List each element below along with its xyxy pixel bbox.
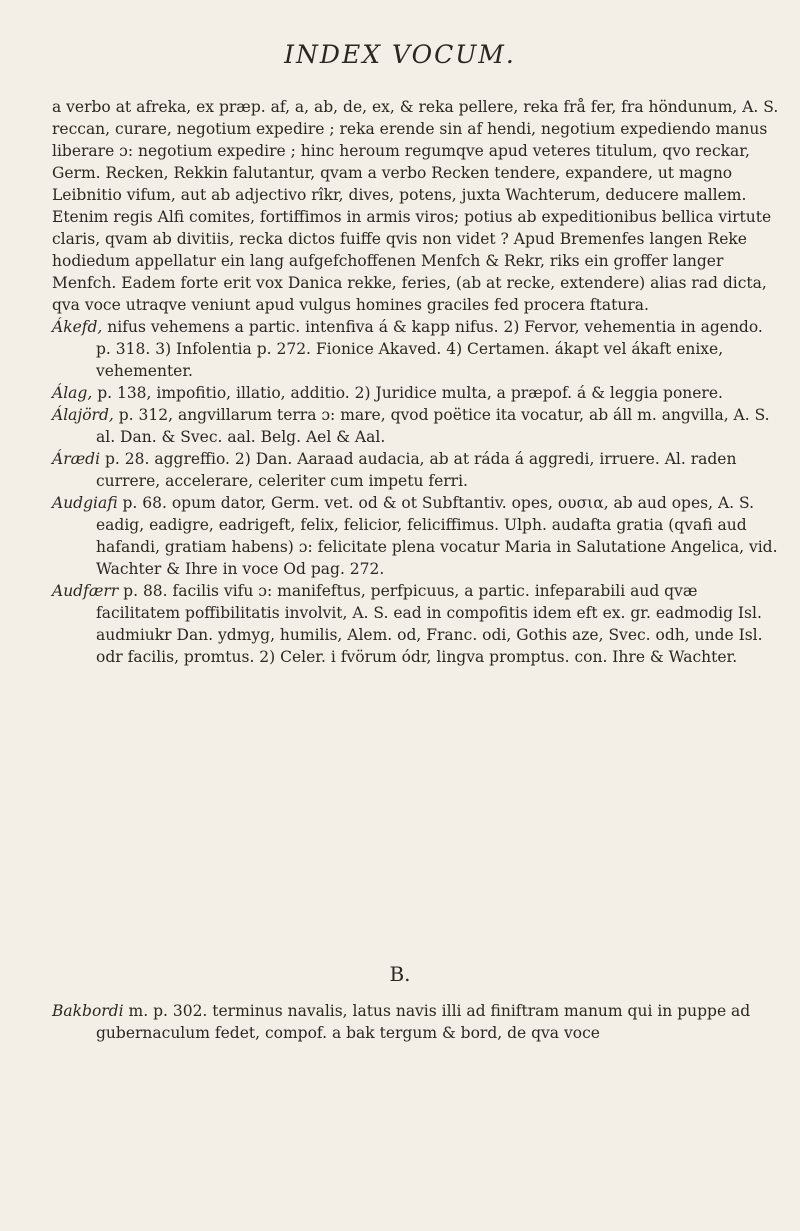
entry-audgiafi xyxy=(52,492,780,580)
entry-text: p. 28. aggreffio. 2) Dan. Aaraad audacia, ab at ráda á aggredi, irruere. Al. raden currere, accelerare, celeriter cum impetu ferri. xyxy=(96,450,737,490)
entry-text: m. p. 302. terminus navalis, latus navis illi ad finiftram manum qui in puppe ad gubernaculum fedet, compof. a bak tergum & bord, de qva voce xyxy=(96,1002,751,1042)
entry-text: p. 68. opum dator, Germ. vet. od & ot Subftantiv. opes, ουσια, ab aud opes, A. S. eadig, eadigre, eadrigeft, felix, felicior, feliciffimus. Ulph. audafta gratia (qvafi aud hafandi, gratiam habens) ɔ: felicitate plena vocatur Maria in Salutatione Angelica, vid. Wachter & Ihre in voce Od pag. 272. xyxy=(96,494,778,578)
headword: Ákefd, xyxy=(52,318,103,336)
headword: Bakbordi xyxy=(52,1002,124,1020)
index-body xyxy=(52,96,780,668)
entry-text: p. 88. facilis vifu ɔ: manifeftus, perfpicuus, a partic. infeparabili aud qvæ facilitatem poffibilitatis involvit, A. S. ead in compofitis idem eft ex. gr. eadmodig Isl. audmiukr Dan. ydmyg, humilis, Alem. od, Franc. odi, Gothis aze, Svec. odh, unde Isl. odr facilis, promtus. 2) Celer. i fvörum ódr, lingva promptus. con. Ihre & Wachter. xyxy=(96,582,763,666)
entry-text: p. 138, impofitio, illatio, additio. 2) Juridice multa, a præpof. á & leggia ponere. xyxy=(97,384,723,402)
entry-bakbordi xyxy=(52,1000,780,1044)
entry-text: nifus vehemens a partic. intenfiva á & kapp nifus. 2) Fervor, vehementia in agendo. p. 318. 3) Infolentia p. 272. Fionice Akaved. 4) Certamen. ákapt vel ákaft enixe, vehementer. xyxy=(96,318,763,380)
headword: Audfærr xyxy=(52,582,119,600)
section-letter: B. xyxy=(389,962,411,986)
headword: Árædi xyxy=(52,450,101,468)
entry-audfaerr xyxy=(52,580,780,668)
entry-alag xyxy=(52,382,780,404)
headword: Audgiafi xyxy=(52,494,118,512)
entry-alajord xyxy=(52,404,780,448)
intro-paragraph: a verbo at afreka, ex præp. af, a, ab, de, ex, & reka pellere, reka frå fer, fra höndunum, A. S. reccan, curare, negotium expedire ; reka erende sin af hendi, negotium expediendo manus liberare ɔ: negotium expedire ; hinc heroum regumqve apud veteres titulum, qvo reckar, Germ. Recken, Rekkin falutantur, qvam a verbo Recken tendere, expandere, ut magno Leibnitio vifum, aut ab adjectivo rîkr, dives, potens, juxta Wachterum, deducere mallem. Etenim regis Alfi comites, fortiffimos in armis viros; potius ab expeditionibus bellica virtute claris, qvam ab divitiis, recka dictos fuiffe qvis non videt ? Apud Bremenfes langen Reke hodiedum appellatur ein lang aufgefchoffenen Menfch & Rekr, riks ein groffer langer Menfch. Eadem forte erit vox Danica rekke, feries, (ab at recke, extendere) alias rad dicta, qva voce utraqve veniunt apud vulgus homines graciles fed procera ftatura. xyxy=(52,98,779,314)
headword: Álag, xyxy=(52,384,93,402)
headword: Álajörd, xyxy=(52,406,114,424)
entry-text: p. 312, angvillarum terra ɔ: mare, qvod poëtice ita vocatur, ab áll m. angvilla, A. S. al. Dan. & Svec. aal. Belg. Ael & Aal. xyxy=(96,406,770,446)
entry-araedi xyxy=(52,448,780,492)
entry-akefd xyxy=(52,316,780,382)
page-title: INDEX VOCUM. xyxy=(284,40,516,69)
section-b-body xyxy=(52,1000,780,1044)
